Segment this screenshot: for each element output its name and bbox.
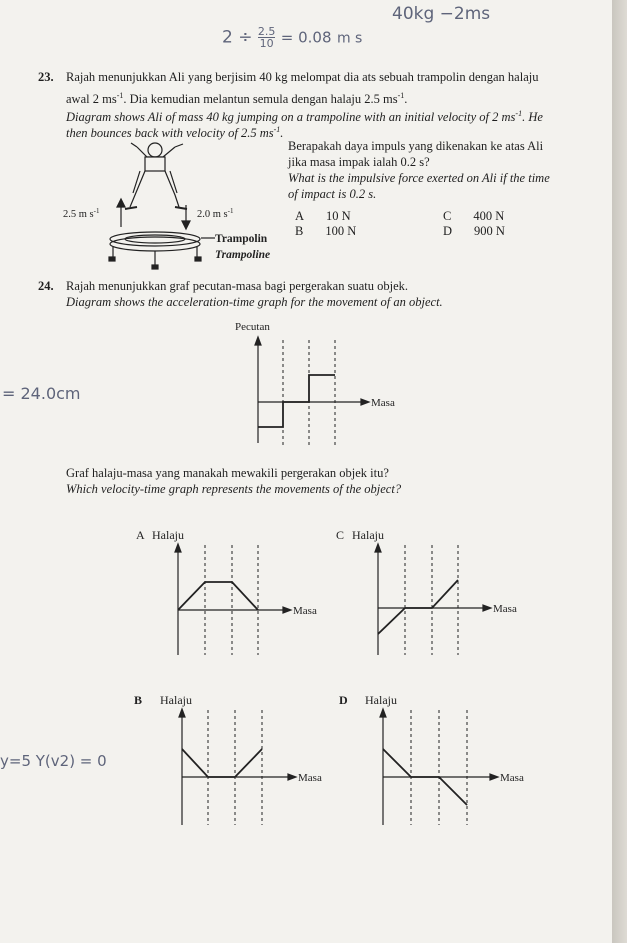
graph-ylabel: Halaju — [352, 528, 384, 542]
q24-english: Diagram shows the acceleration-time graph for the movement of an object. — [66, 295, 443, 309]
graph-ylabel: Halaju — [365, 693, 397, 707]
q23-question-english-1: What is the impulsive force exerted on Ali if the time — [288, 171, 550, 185]
q23-question-english-2: of impact is 0.2 s. — [288, 187, 377, 201]
graph-ylabel: Pecutan — [235, 321, 270, 333]
q23-number: 23. — [38, 70, 54, 84]
graph-xlabel: Masa — [298, 772, 322, 784]
trampoline-label-english: Trampoline — [215, 249, 271, 261]
option-letter: C — [443, 209, 452, 223]
option-letter: D — [339, 693, 348, 707]
option-letter: A — [136, 528, 145, 542]
q23-option-c[interactable] — [443, 209, 504, 224]
option-text: 10 N — [326, 209, 351, 223]
q23-english-line2: then bounces back with velocity of 2.5 $ms^{-1}$. — [66, 125, 284, 141]
graph-xlabel: Masa — [293, 605, 317, 617]
graph-xlabel: Masa — [500, 772, 524, 784]
graph-xlabel: Masa — [371, 397, 395, 409]
q24-option-b-graph[interactable] — [130, 685, 340, 830]
q23-option-a[interactable] — [295, 209, 351, 224]
q24-question-english: Which velocity-time graph represents the movements of the object? — [66, 482, 402, 496]
q24-option-c-graph[interactable] — [330, 520, 530, 660]
option-letter: C — [336, 528, 345, 542]
q24-number: 24. — [38, 279, 54, 293]
q23-trampoline-diagram — [55, 135, 285, 275]
handwritten-note-left-mid: = 24.0cm — [2, 384, 81, 403]
person-figure — [125, 143, 187, 209]
velocity-down-label: 2.0 m $s^{-1}$ — [197, 207, 234, 220]
q23-option-d[interactable] — [443, 224, 505, 239]
velocity-up-label: 2.5 m $s^{-1}$ — [63, 207, 100, 220]
q24-option-a-graph[interactable] — [130, 520, 330, 660]
handwritten-formula: 2 ÷ $\frac{2.5}{10}$ = 0.08 m s — [222, 25, 363, 50]
q23-question-malay-2: jika masa impak ialah 0.2 s? — [288, 155, 430, 169]
q24-option-d-graph[interactable] — [335, 685, 535, 830]
graph-ylabel: Halaju — [152, 528, 184, 542]
trampoline-shape — [109, 232, 215, 269]
q23-malay-line1: Rajah menunjukkan Ali yang berjisim 40 kg melompat dia ats sebuah trampolin dengan halaju — [66, 70, 539, 84]
q24-question-malay: Graf halaju-masa yang manakah mewakili pergerakan objek itu? — [66, 466, 389, 480]
option-text: 400 N — [473, 209, 505, 223]
option-letter: B — [134, 693, 143, 707]
q23-malay-line2: awal 2 $ms^{-1}$. Dia kemudian melantun semula dengan halaju 2.5 $ms^{-1}$. — [66, 91, 408, 107]
handwritten-note-left-low: y=5 Y(v2) = 0 — [0, 752, 107, 770]
q23-option-b[interactable] — [295, 224, 356, 239]
paper-shadow-edge — [612, 0, 627, 943]
option-letter: B — [295, 224, 304, 238]
q23-question-malay-1: Berapakah daya impuls yang dikenakan ke atas Ali — [288, 139, 544, 153]
q24-malay: Rajah menunjukkan graf pecutan-masa bagi pergerakan suatu objek. — [66, 279, 409, 293]
option-text: 100 N — [325, 224, 357, 238]
q23-english-line1: Diagram shows Ali of mass 40 kg jumping on a trampoline with an initial velocity of 2 $ms^{-1}$. He — [66, 109, 543, 125]
graph-xlabel: Masa — [493, 603, 517, 615]
trampoline-label-malay: Trampolin — [215, 233, 268, 245]
option-letter: A — [295, 209, 305, 223]
graph-ylabel: Halaju — [160, 693, 192, 707]
velocity-up-arrow — [117, 199, 125, 227]
option-text: 900 N — [474, 224, 505, 238]
handwritten-note-top-right: 40kg −2ms — [392, 4, 491, 24]
option-letter: D — [443, 224, 453, 238]
q24-acceleration-graph — [215, 315, 415, 450]
